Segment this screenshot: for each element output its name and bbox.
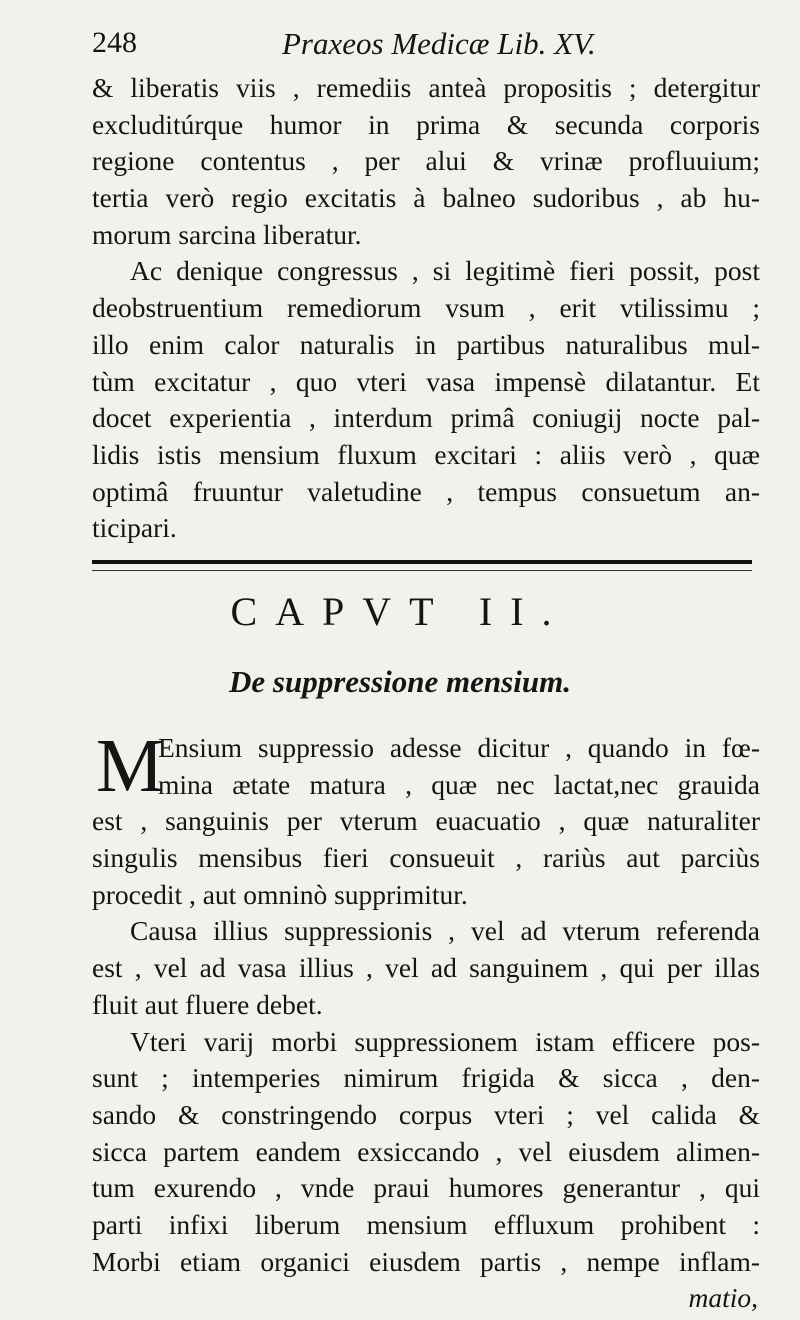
- catchword: matio,: [688, 1282, 758, 1314]
- paragraph: [92, 253, 760, 547]
- text-line: optimâ fruuntur valetudine , tempus consuetum an-: [92, 475, 760, 507]
- text-line: tertia verò regio excitatis à balneo sudoribus , ab hu-: [92, 182, 760, 214]
- drop-cap: M: [96, 724, 164, 808]
- chapter-subtitle: De suppressione mensium.: [229, 664, 571, 699]
- chapter-title: CAPVT II.: [230, 589, 570, 634]
- text-line: deobstruentium remediorum vsum , erit vtilissimu ;: [92, 292, 760, 324]
- text-line: sunt ; intemperies nimirum frigida & sicca , den-: [92, 1062, 760, 1094]
- section-rule: [92, 560, 752, 564]
- text-line: mina ætate matura , quæ nec lactat,nec grauida: [158, 768, 760, 800]
- text-line: singulis mensibus fieri consueuit , rariùs aut parciùs: [92, 842, 760, 874]
- text-line: tum exurendo , vnde praui humores generantur , qui: [92, 1172, 760, 1204]
- page-number: 248: [92, 26, 137, 59]
- text-line: sicca partem eandem exsiccando , vel eiusdem alimen-: [92, 1135, 760, 1167]
- text-line: Ensium suppressio adesse dicitur , quando in fœ-: [158, 732, 760, 763]
- paragraph: [92, 724, 760, 913]
- text-line: excluditúrque humor in prima & secunda corporis: [92, 108, 760, 140]
- text-line: lidis istis mensium fluxum excitari : aliis verò , quæ: [92, 438, 760, 470]
- page-header: [92, 26, 762, 70]
- running-head: Praxeos Medicæ Lib. XV.: [282, 26, 596, 61]
- text-line: morum sarcina liberatur.: [92, 218, 362, 250]
- text-line: docet experientia , interdum primâ coniugij nocte pal-: [92, 402, 760, 434]
- text-line: procedit , aut omninò supprimitur.: [92, 878, 468, 910]
- text-line: parti infixi liberum mensium effluxum prohibent :: [92, 1208, 760, 1240]
- top-text-block: [92, 70, 760, 547]
- bottom-text-block: [92, 724, 760, 1317]
- text-line: tùm excitatur , quo vteri vasa impensè dilatantur. Et: [92, 365, 760, 397]
- text-line: illo enim calor naturalis in partibus naturalibus mul-: [92, 328, 760, 360]
- text-line: est , sanguinis per vterum euacuatio , quæ naturaliter: [92, 805, 760, 837]
- text-line: Causa illius suppressionis , vel ad vterum referenda: [130, 915, 760, 947]
- text-line: Vteri varij morbi suppressionem istam efficere pos-: [130, 1025, 760, 1057]
- section-rule-thin: [92, 570, 752, 571]
- text-line: est , vel ad vasa illius , vel ad sanguinem , qui per illas: [92, 952, 760, 984]
- paragraph: [92, 70, 760, 253]
- text-line: ticipari.: [92, 512, 177, 544]
- text-line: Ac denique congressus , si legitimè fieri possit, post: [130, 255, 760, 287]
- paragraph: [92, 913, 760, 1023]
- text-line: sando & constringendo corpus vteri ; vel calida &: [92, 1098, 760, 1130]
- text-line: & liberatis viis , remediis anteà propositis ; detergitur: [92, 72, 760, 103]
- text-line: Morbi etiam organici eiusdem partis , nempe inflam-: [92, 1245, 760, 1277]
- paragraph: [92, 1024, 760, 1281]
- text-line: fluit aut fluere debet.: [92, 988, 323, 1020]
- text-line: regione contentus , per alui & vrinæ profluuium;: [92, 145, 760, 177]
